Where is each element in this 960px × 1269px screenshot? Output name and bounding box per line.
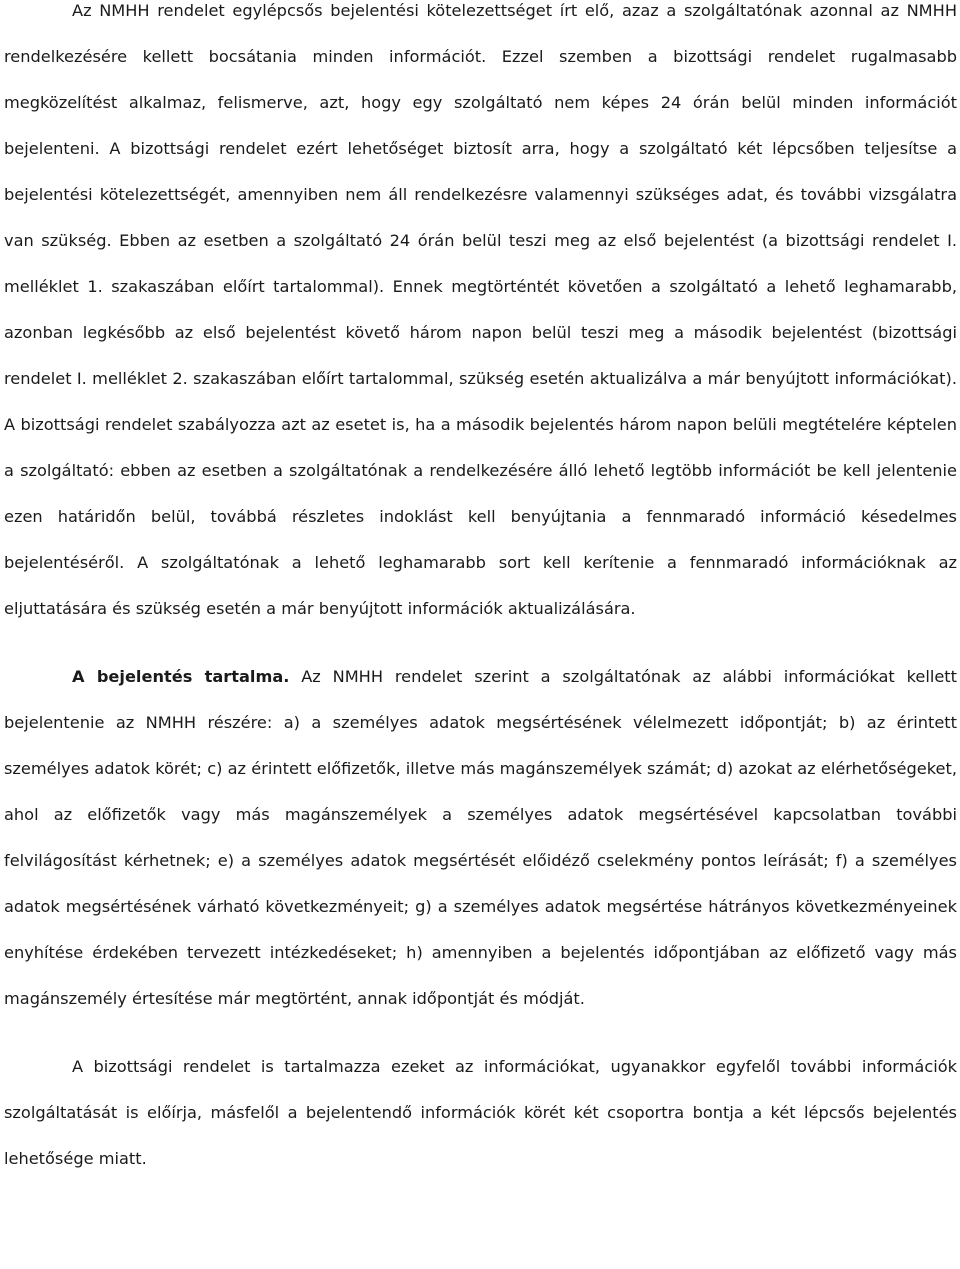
paragraph-commission-regulation: A bizottsági rendelet is tartalmazza ezeket az információkat, ugyanakkor egyfelől további információk szolgáltatását is előírja, másfelől a bejelentendő információk körét két csoportra bontja a két lépcsős bejelentés lehetősége miatt. [4,1057,957,1168]
paragraph-notification-content [4,654,957,1022]
paragraph-two-step-notification: Az NMHH rendelet egylépcsős bejelentési kötelezettséget írt elő, azaz a szolgáltatónak azonnal az NMHH rendelkezésére kellett bocsátania minden információt. Ezzel szemben a bizottsági rendelet rugalmasabb megközelítést alkalmaz, felismerve, azt, hogy egy szolgáltató nem képes 24 órán belül minden információt bejelenteni. A bizottsági rendelet ezért lehetőséget biztosít arra, hogy a szolgáltató két lépcsőben teljesítse a bejelentési kötelezettségét, amennyiben nem áll rendelkezésre valamennyi szükséges adat, és további vizsgálatra van szükség. Ebben az esetben a szolgáltató 24 órán belül teszi meg az első bejelentést (a bizottsági rendelet I. melléklet 1. szakaszában előírt tartalommal). Ennek megtörténtét követően a szolgáltató a lehető leghamarabb, azonban legkésőbb az első bejelentést követő három napon belül teszi meg a második bejelentést (bizottsági rendelet I. melléklet 2. szakaszában előírt tartalommal, szükség esetén aktualizálva a már benyújtott információkat). A bizottsági rendelet szabályozza azt az esetet is, ha a második bejelentés három napon belüli megtételére képtelen a szolgáltató: ebben az esetben a szolgáltatónak a rendelkezésére álló lehető legtöbb információt be kell jelentenie ezen határidőn belül, továbbá részletes indoklást kell benyújtania a fennmaradó információ késedelmes bejelentéséről. A szolgáltatónak a lehető leghamarabb sort kell kerítenie a fennmaradó információknak az eljuttatására és szükség esetén a már benyújtott információk aktualizálására. [4,1,957,618]
document-page [4,0,957,1182]
paragraph-notification-content-body: Az NMHH rendelet szerint a szolgáltatónak az alábbi információkat kellett bejelentenie az NMHH részére: a) a személyes adatok megsértésének vélelmezett időpontját; b) az érintett személyes adatok körét; c) az érintett előfizetők, illetve más magánszemélyek számát; d) azokat az elérhetőségeket, ahol az előfizetők vagy más magánszemélyek a személyes adatok megsértésével kapcsolatban további felvilágosítást kérhetnek; e) a személyes adatok megsértését előidéző cselekmény pontos leírását; f) a személyes adatok megsértésének várható következményeit; g) a személyes adatok megsértése hátrányos következményeinek enyhítése érdekében tervezett intézkedéseket; h) amennyiben a bejelentés időpontjában az előfizető vagy más magánszemély értesítése már megtörtént, annak időpontját és módját. [4,667,957,1008]
section-heading-notification-content: A bejelentés tartalma. [72,667,290,686]
